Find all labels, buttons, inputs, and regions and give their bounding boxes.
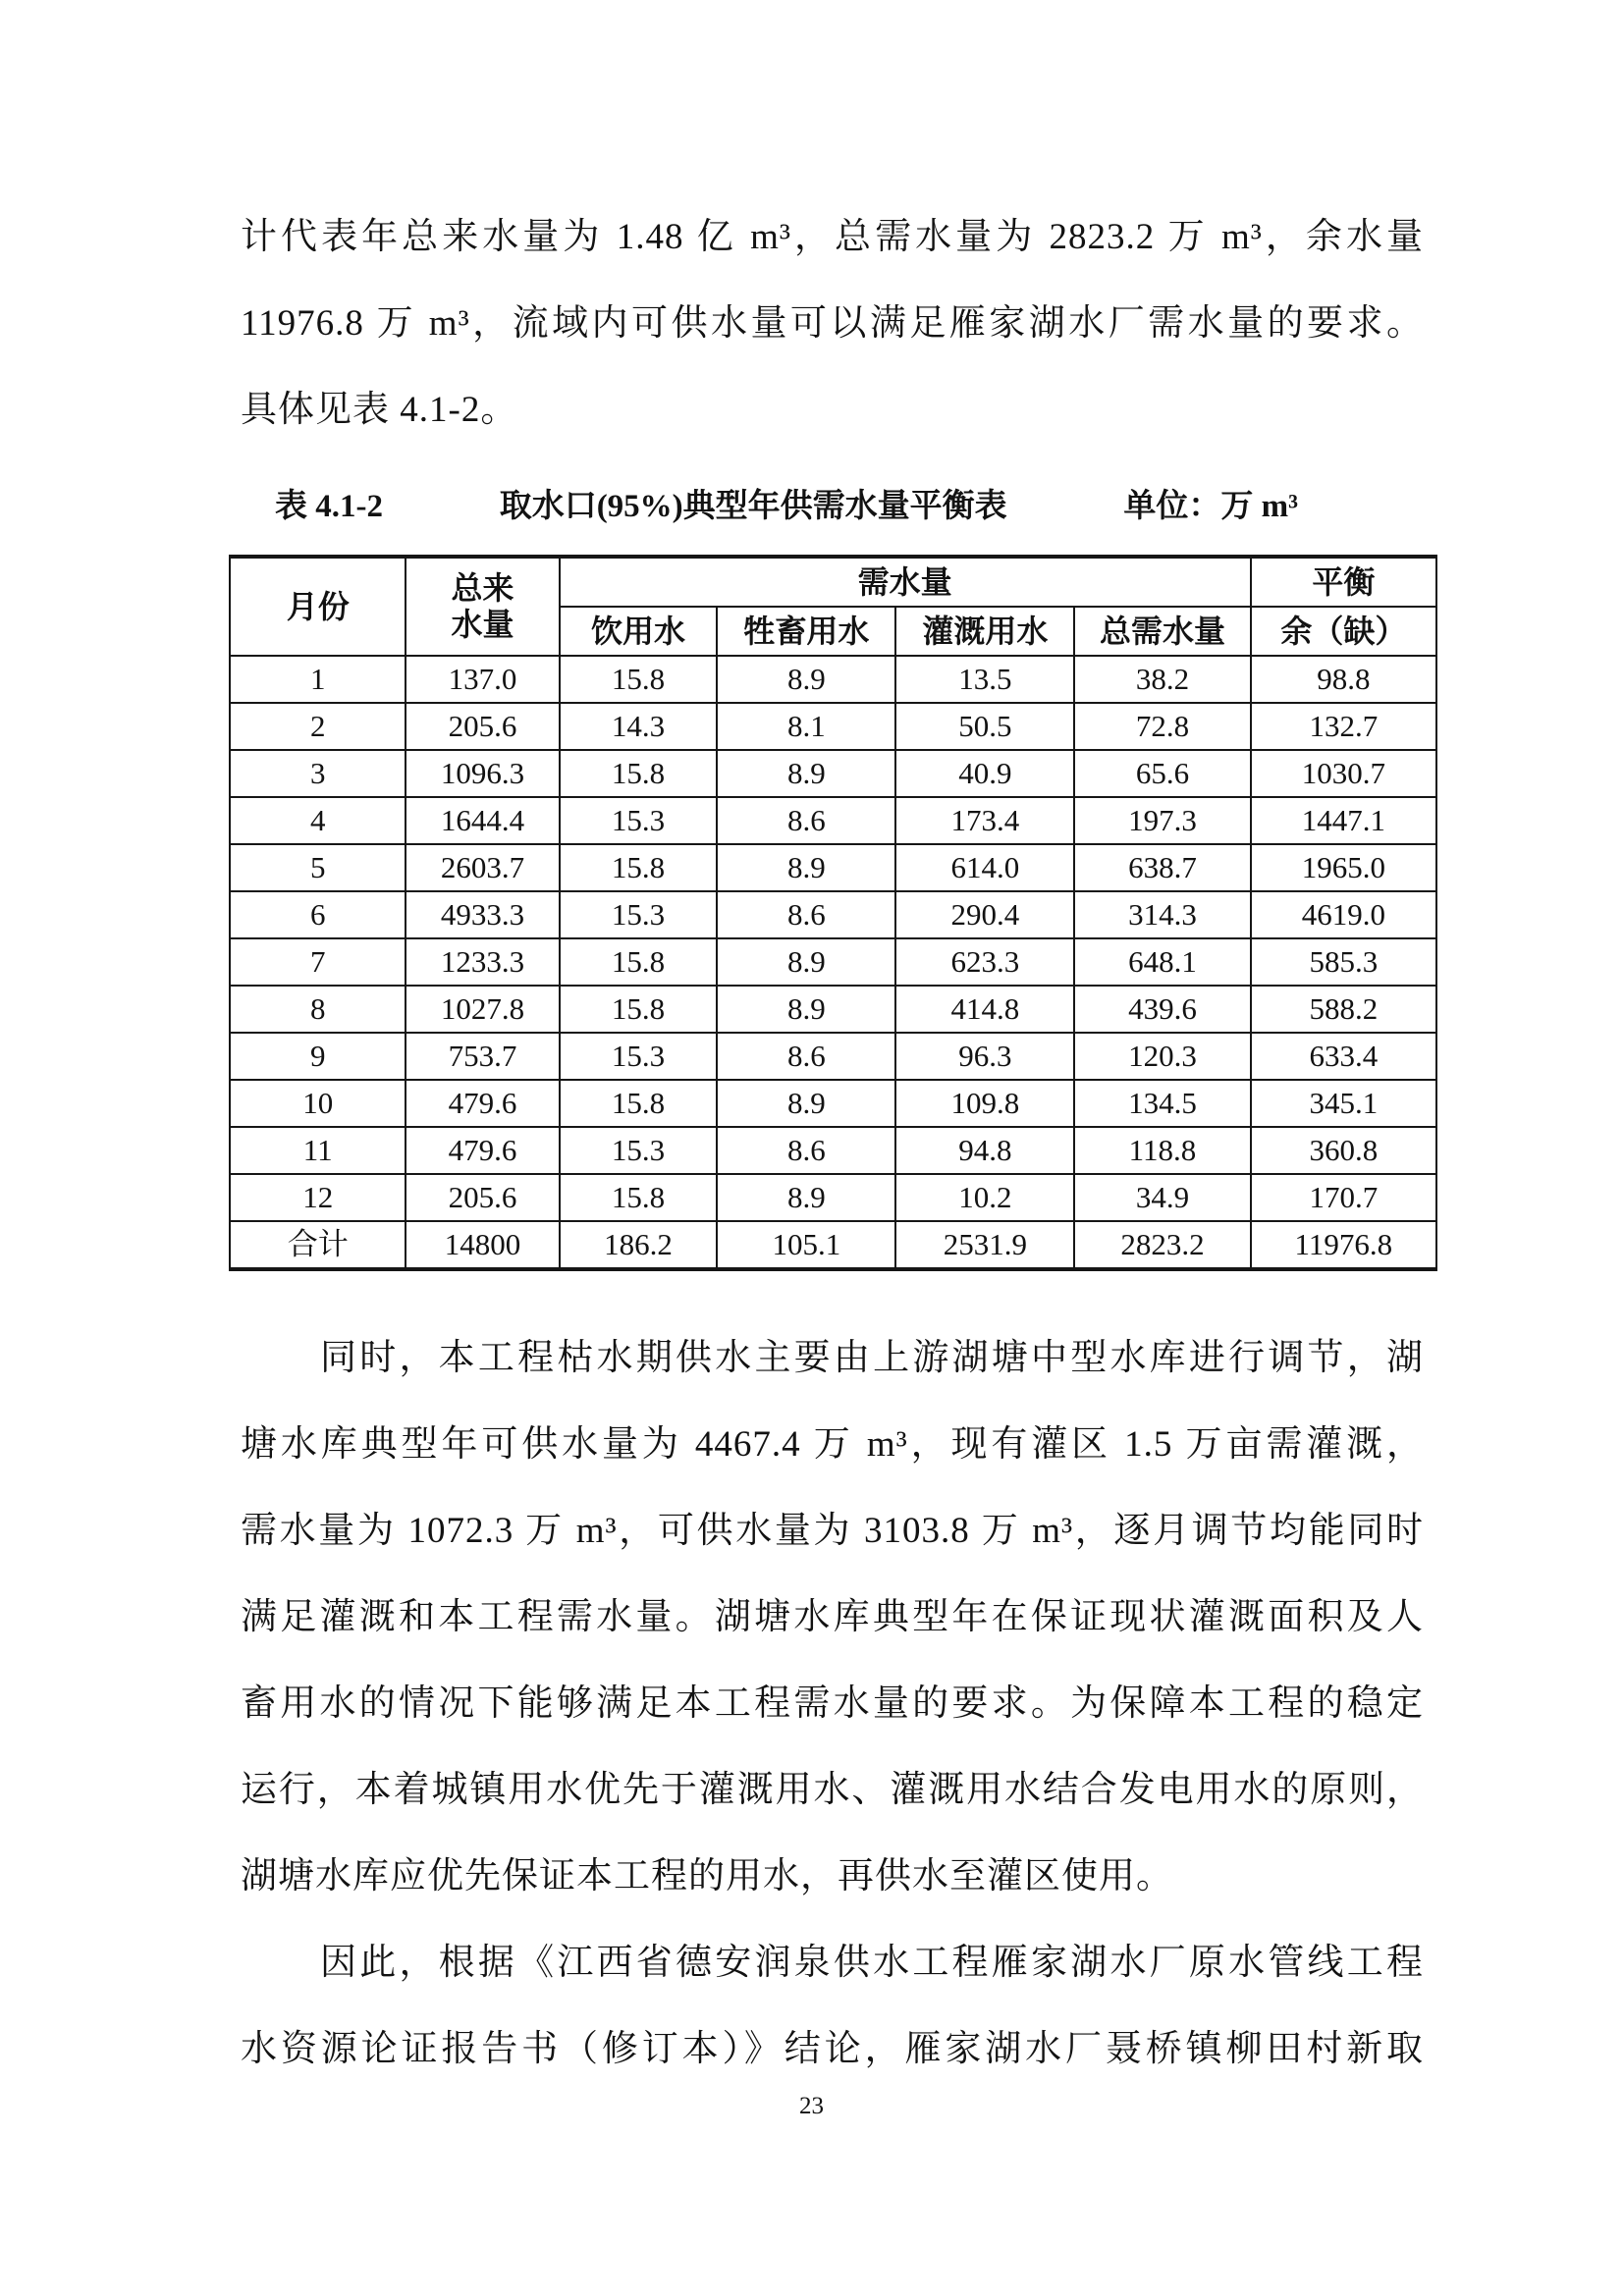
table-cell: 11: [230, 1127, 406, 1174]
table-cell: 8.6: [717, 797, 895, 844]
header-total-inflow: [406, 557, 559, 656]
table-cell: 11976.8: [1251, 1221, 1436, 1269]
text-line: 需水量为 1072.3 万 m³，可供水量为 3103.8 万 m³，逐月调节均能同时: [241, 1511, 1424, 1551]
table-cell: 13.5: [895, 656, 1074, 703]
text-line: 满足灌溉和本工程需水量。湖塘水库典型年在保证现状灌溉面积及人: [241, 1597, 1424, 1637]
table-unit: 单位：万 m³: [1123, 489, 1298, 524]
table-cell: 4933.3: [406, 891, 559, 938]
table-cell: 7: [230, 938, 406, 986]
table-cell: 105.1: [717, 1221, 895, 1269]
header-balance-group: 平衡: [1251, 557, 1436, 607]
table-cell: 34.9: [1074, 1174, 1250, 1221]
table-cell: 合计: [230, 1221, 406, 1269]
text-line: 塘水库典型年可供水量为 4467.4 万 m³，现有灌区 1.5 万亩需灌溉，: [241, 1424, 1424, 1465]
table-cell: 10: [230, 1080, 406, 1127]
table-cell: 8.9: [717, 656, 895, 703]
closing-paragraph: [241, 1920, 1424, 2093]
header-total-inflow-line1: 总来: [451, 570, 514, 607]
table-cell: 638.7: [1074, 844, 1250, 891]
table-cell: 8.6: [717, 1033, 895, 1080]
table-cell: 588.2: [1251, 986, 1436, 1033]
table-cell: 15.8: [560, 1174, 718, 1221]
table-cell: 1030.7: [1251, 750, 1436, 797]
table-cell: 439.6: [1074, 986, 1250, 1033]
table-cell: 2603.7: [406, 844, 559, 891]
table-cell: 173.4: [895, 797, 1074, 844]
table-cell: 15.3: [560, 1127, 718, 1174]
table-cell: 414.8: [895, 986, 1074, 1033]
table-cell: 5: [230, 844, 406, 891]
table-cell: 3: [230, 750, 406, 797]
table-cell: 65.6: [1074, 750, 1250, 797]
table-cell: 132.7: [1251, 703, 1436, 750]
table-cell: 14.3: [560, 703, 718, 750]
text-line: 计代表年总来水量为 1.48 亿 m³，总需水量为 2823.2 万 m³，余水量: [241, 217, 1424, 257]
table-label: 表 4.1-2: [275, 489, 383, 524]
table-cell: 15.8: [560, 656, 718, 703]
header-month: 月份: [230, 557, 406, 656]
table-row: [230, 891, 1436, 938]
table-row: [230, 1080, 1436, 1127]
table-cell: 12: [230, 1174, 406, 1221]
table-cell: 614.0: [895, 844, 1074, 891]
text-line: 运行，本着城镇用水优先于灌溉用水、灌溉用水结合发电用水的原则，: [241, 1770, 1424, 1810]
table-cell: 205.6: [406, 703, 559, 750]
table-cell: 8.9: [717, 750, 895, 797]
table-row: [230, 703, 1436, 750]
table-cell: 345.1: [1251, 1080, 1436, 1127]
table-cell: 2531.9: [895, 1221, 1074, 1269]
table-cell: 8.9: [717, 1174, 895, 1221]
table-row: [230, 656, 1436, 703]
table-cell: 170.7: [1251, 1174, 1436, 1221]
table-cell: 2: [230, 703, 406, 750]
table-row: [230, 1221, 1436, 1269]
table-cell: 1027.8: [406, 986, 559, 1033]
table-cell: 186.2: [560, 1221, 718, 1269]
table-cell: 8.9: [717, 986, 895, 1033]
table-cell: 120.3: [1074, 1033, 1250, 1080]
intro-paragraph: [241, 194, 1424, 454]
table-cell: 109.8: [895, 1080, 1074, 1127]
table-cell: 197.3: [1074, 797, 1250, 844]
table-cell: 15.3: [560, 1033, 718, 1080]
table-cell: 8.9: [717, 1080, 895, 1127]
table-cell: 118.8: [1074, 1127, 1250, 1174]
header-irrigation-water: 灌溉用水: [895, 607, 1074, 656]
table-cell: 14800: [406, 1221, 559, 1269]
table-cell: 8.6: [717, 1127, 895, 1174]
table-row: [230, 1127, 1436, 1174]
table-cell: 72.8: [1074, 703, 1250, 750]
table-cell: 6: [230, 891, 406, 938]
table-cell: 10.2: [895, 1174, 1074, 1221]
table-cell: 94.8: [895, 1127, 1074, 1174]
table-cell: 1965.0: [1251, 844, 1436, 891]
table-cell: 205.6: [406, 1174, 559, 1221]
table-row: [230, 1033, 1436, 1080]
text-line: 同时，本工程枯水期供水主要由上游湖塘中型水库进行调节，湖: [320, 1338, 1424, 1378]
table-cell: 96.3: [895, 1033, 1074, 1080]
table-cell: 4: [230, 797, 406, 844]
page-number: 23: [799, 2093, 824, 2119]
body-paragraph: [241, 1315, 1424, 1920]
table-cell: 585.3: [1251, 938, 1436, 986]
table-cell: 2823.2: [1074, 1221, 1250, 1269]
table-cell: 137.0: [406, 656, 559, 703]
table-cell: 1644.4: [406, 797, 559, 844]
table-cell: 479.6: [406, 1080, 559, 1127]
table-cell: 38.2: [1074, 656, 1250, 703]
table-cell: 360.8: [1251, 1127, 1436, 1174]
table-header-row-1: [230, 557, 1436, 607]
table-title: 取水口(95%)典型年供需水量平衡表: [499, 489, 1007, 524]
table-cell: 98.8: [1251, 656, 1436, 703]
header-livestock-water: 牲畜用水: [717, 607, 895, 656]
header-drinking-water: 饮用水: [560, 607, 718, 656]
table-caption: [275, 485, 1298, 528]
text-line: 水资源论证报告书（修订本）》结论，雁家湖水厂聂桥镇柳田村新取: [241, 2029, 1424, 2069]
header-total-inflow-line2: 水量: [451, 607, 514, 642]
table-cell: 8: [230, 986, 406, 1033]
table-cell: 648.1: [1074, 938, 1250, 986]
table-cell: 15.8: [560, 938, 718, 986]
table-cell: 633.4: [1251, 1033, 1436, 1080]
table-row: [230, 938, 1436, 986]
table-cell: 8.9: [717, 844, 895, 891]
table-cell: 4619.0: [1251, 891, 1436, 938]
table-cell: 15.8: [560, 1080, 718, 1127]
table-cell: 9: [230, 1033, 406, 1080]
table-cell: 15.8: [560, 844, 718, 891]
table-cell: 1096.3: [406, 750, 559, 797]
table-cell: 479.6: [406, 1127, 559, 1174]
table-row: [230, 750, 1436, 797]
table-cell: 40.9: [895, 750, 1074, 797]
table-cell: 314.3: [1074, 891, 1250, 938]
table-cell: 15.8: [560, 986, 718, 1033]
header-demand-group: 需水量: [560, 557, 1251, 607]
text-line: 湖塘水库应优先保证本工程的用水，再供水至灌区使用。: [241, 1856, 1173, 1896]
text-line: 畜用水的情况下能够满足本工程需水量的要求。为保障本工程的稳定: [241, 1683, 1424, 1724]
table-cell: 623.3: [895, 938, 1074, 986]
table-row: [230, 797, 1436, 844]
text-line: 11976.8 万 m³，流域内可供水量可以满足雁家湖水厂需水量的要求。: [241, 303, 1424, 344]
table-cell: 8.1: [717, 703, 895, 750]
table-cell: 15.3: [560, 797, 718, 844]
table-cell: 15.8: [560, 750, 718, 797]
table-cell: 134.5: [1074, 1080, 1250, 1127]
text-line: 因此，根据《江西省德安润泉供水工程雁家湖水厂原水管线工程: [320, 1943, 1424, 1983]
table-cell: 1: [230, 656, 406, 703]
table-cell: 1447.1: [1251, 797, 1436, 844]
text-line: 具体见表 4.1-2。: [241, 390, 518, 430]
header-balance: 余（缺）: [1251, 607, 1436, 656]
table-cell: 50.5: [895, 703, 1074, 750]
table-cell: 1233.3: [406, 938, 559, 986]
table-cell: 753.7: [406, 1033, 559, 1080]
table-cell: 8.9: [717, 938, 895, 986]
table-row: [230, 844, 1436, 891]
table-cell: 290.4: [895, 891, 1074, 938]
water-balance-table: [229, 555, 1437, 1271]
table-cell: 15.3: [560, 891, 718, 938]
table-cell: 8.6: [717, 891, 895, 938]
table-row: [230, 1174, 1436, 1221]
header-total-demand: 总需水量: [1074, 607, 1250, 656]
table-row: [230, 986, 1436, 1033]
